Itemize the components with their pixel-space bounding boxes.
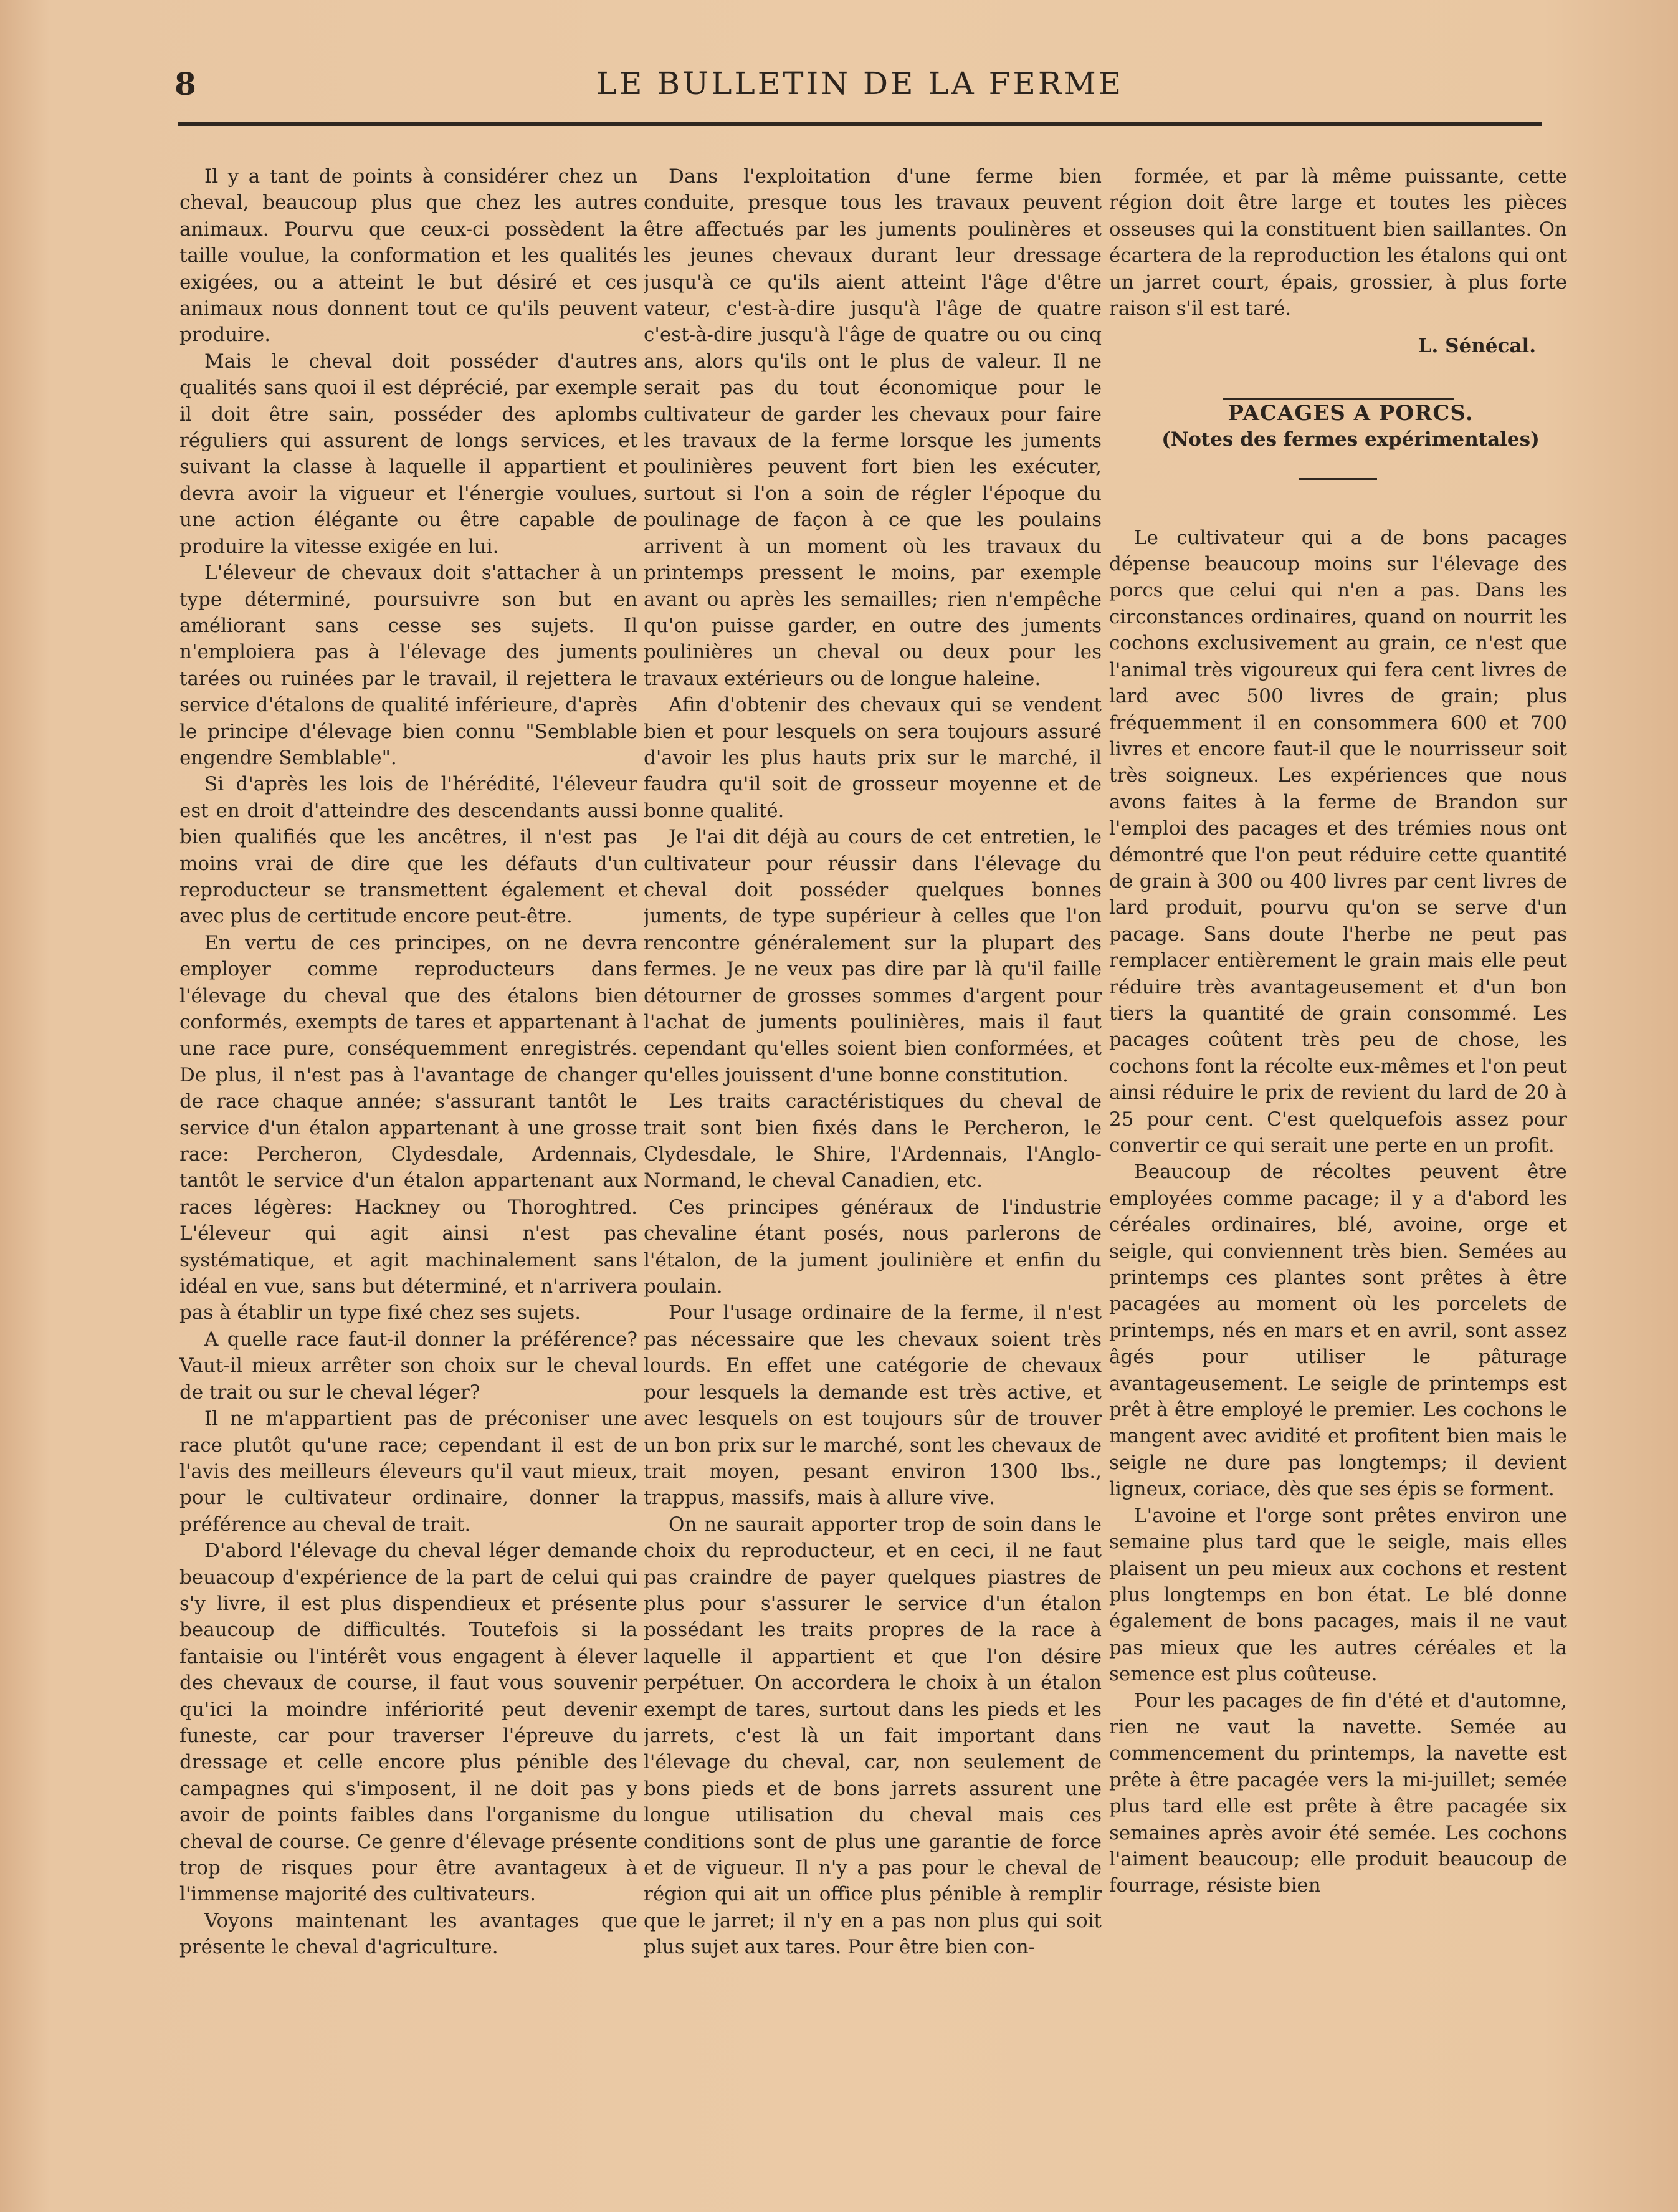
section-subtitle: (Notes des fermes expérimentales) <box>1161 428 1540 451</box>
paragraph: En vertu de ces principes, on ne devra employer comme reproducteurs dans l'élevage du cheval que des étalons bien conformés, exempts de tares et appartenant à une race pure, conséquemment enregistrés. De plus, il n'est pas à l'avantage de changer de race chaque année; s'assurant tantôt le service d'un étalon appartenant à une grosse race: Percheron, Clydesdale, Ardennais, tantôt le service d'un étalon appartenant aux races légères: Hackney ou Thoroghtred. L'éleveur qui agit ainsi n'est pas systématique, et agit machinalement sans idéal en vue, sans but déterminé, et n'arrivera pas à établir un type fixé chez ses sujets. <box>179 931 637 1324</box>
column-1 <box>179 163 637 2145</box>
page-number: 8 <box>174 65 196 102</box>
paragraph: On ne saurait apporter trop de soin dans le choix du reproducteur, et en ceci, il ne faut pas craindre de payer quelques piastres de plus pour s'assurer le service d'un étalon possédant les traits propres de la race à laquelle il appartient et que l'on désire perpétuer. On accordera le choix à un étalon exempt de tares, surtout dans les pieds et les jarrets, c'est là un fait important dans l'élevage du cheval, car, non seulement de bons pieds et de bons jarrets assurent une longue utilisation du cheval mais ces conditions sont de plus une garantie de force et de vigueur. Il n'y a pas pour le cheval de région qui ait un office plus pénible à remplir que le jarret; il n'y en a pas non plus qui soit plus sujet aux tares. Pour être bien con- <box>644 1513 1102 1959</box>
paragraph: Il ne m'appartient pas de préconiser une race plutôt qu'une race; cependant il est de l'avis des meilleurs éleveurs qu'il vaut mieux, pour le cultivateur ordinaire, donner la préférence au cheval de trait. <box>179 1407 637 1536</box>
paragraph: Le cultivateur qui a de bons pacages dépense beaucoup moins sur l'élevage des porcs que celui qui n'en a pas. Dans les circonstances ordinaires, quand on nourrit les cochons exclusivement au grain, ce n'est que l'animal très vigoureux qui fera cent livres de lard avec 500 livres de grain; plus fréquemment il en consommera 600 et 700 livres et encore faut-il que le nourrisseur soit très soigneux. Les expériences que nous avons faites à la ferme de Brandon sur l'emploi des pacages et des trémies nous ont démontré que l'on peut réduire cette quantité de grain à 300 ou 400 livres par cent livres de lard produit, pourvu qu'on se serve d'un pacage. Sans doute l'herbe ne peut pas remplacer entièrement le grain mais elle peut réduire très avantageusement et d'un bon tiers la quantité de grain consommé. Les pacages coûtent très peu de chose, les cochons font la récolte eux-mêmes et l'on peut ainsi réduire le prix de revient du lard de 20 à 25 pour cent. C'est quelquefois assez pour convertir ce qui serait une perte en un profit. <box>1109 526 1567 1157</box>
paragraph: L'éleveur de chevaux doit s'attacher à un type déterminé, poursuivre son but en améliorant sans cesse ses sujets. Il n'emploiera pas à l'élevage des juments tarées ou ruinées par le travail, il rejettera le service d'étalons de qualité inférieure, d'après le principe d'élevage bien connu "Semblable engendre Semblable". <box>179 562 637 769</box>
paragraph: Ces principes généraux de l'industrie chevaline étant posés, nous parlerons de l'étalon, de la jument joulinière et enfin du poulain. <box>644 1195 1102 1298</box>
paragraph: Les traits caractéristiques du cheval de trait sont bien fixés dans le Percheron, le Clydesdale, le Shire, l'Ardennais, l'Anglo-Normand, le cheval Canadien, etc. <box>644 1090 1102 1192</box>
paragraph: formée, et par là même puissante, cette région doit être large et toutes les pièces osseuses qui la constituent bien saillantes. On écartera de la reproduction les étalons qui ont un jarret court, épais, grossier, à plus forte raison s'il est taré. <box>1109 165 1567 320</box>
paragraph: Dans l'exploitation d'une ferme bien conduite, presque tous les travaux peuvent être affectués par les juments poulinères et les jeunes chevaux durant leur dressage jusqu'à ce qu'ils aient atteint l'âge d'être vateur, c'est-à-dire jusqu'à l'âge de quatre c'est-à-dire jusqu'à l'âge de quatre ou ou cinq ans, alors qu'ils ont le plus de valeur. Il ne serait pas du tout économique pour le cultivateur de garder les chevaux pour faire les travaux de la ferme lorsque les juments poulinières peuvent fort bien les exécuter, surtout si l'on a soin de régler l'époque du poulinage de façon à ce que les poulains arrivent à un moment où les travaux du printemps pressent le moins, par exemple avant ou après les semailles; rien n'empêche qu'on puisse garder, en outre des juments poulinières un cheval ou deux pour les travaux extérieurs ou de longue haleine. <box>644 165 1102 690</box>
paragraph: Afin d'obtenir des chevaux qui se vendent bien et pour lesquels on sera toujours assuré d'avoir les plus hauts prix sur le marché, il faudra qu'il soit de grosseur moyenne et de bonne qualité. <box>644 694 1102 822</box>
paragraph: Pour les pacages de fin d'été et d'automne, rien ne vaut la navette. Semée au commencement du printemps, la navette est prête à être pacagée vers la mi-juillet; semée plus tard elle est prête à être pacagée six semaines après avoir été semée. Les cochons l'aiment beaucoup; elle produit beaucoup de fourrage, résiste bien <box>1109 1689 1567 1897</box>
paragraph: L'avoine et l'orge sont prêtes environ une semaine plus tard que le seigle, mais elles plaisent un peu mieux aux cochons et restent plus longtemps en bon état. Le blé donne également de bons pacages, mais il ne vaut pas mieux que les autres céréales et la semence est plus coûteuse. <box>1109 1504 1567 1686</box>
paragraph: Mais le cheval doit posséder d'autres qualités sans quoi il est déprécié, par exemple il doit être sain, posséder des aplombs réguliers qui assurent de longs services, et suivant la classe à laquelle il appartient et devra avoir la vigueur et l'énergie voulues, une action élégante ou être capable de produire la vitesse exigée en lui. <box>179 350 637 558</box>
paragraph: D'abord l'élevage du cheval léger demande beuacoup d'expérience de la part de celui qui s'y livre, il est plus dispendieux et présente beaucoup de difficultés. Toutefois si la fantaisie ou l'intérêt vous engagent à élever des chevaux de course, il faut vous souvenir qu'ici la moindre infériorité peut devenir funeste, car pour traverser l'épreuve du dressage et celle encore plus pénible des campagnes qui s'imposent, il ne doit pas y avoir de points faibles dans l'organisme du cheval de course. Ce genre d'élevage présente trop de risques pour être avantageux à l'immense majorité des cultivateurs. <box>179 1539 637 1906</box>
author-signature: L. Sénécal. <box>1418 335 1536 358</box>
paragraph: A quelle race faut-il donner la préférence? Vaut-il mieux arrêter son choix sur le cheval de trait ou sur le cheval léger? <box>179 1328 637 1404</box>
paragraph: Pour l'usage ordinaire de la ferme, il n'est pas nécessaire que les chevaux soient très lourds. En effet une catégorie de chevaux pour lesquels la demande est très active, et avec lesquels on est toujours sûr de trouver un bon prix sur le marché, sont les chevaux de trait moyen, pesant environ 1300 lbs., trappus, massifs, mais à allure vive. <box>644 1301 1102 1510</box>
header <box>174 65 1545 109</box>
subtitle-divider <box>1299 478 1377 480</box>
section-title: PACAGES A PORCS. <box>1228 400 1474 426</box>
running-title: LE BULLETIN DE LA FERME <box>596 65 1124 102</box>
paragraph: Il y a tant de points à considérer chez un cheval, beaucoup plus que chez les autres animaux. Pourvu que ceux-ci possèdent la taille voulue, la conformation et les qualités exigées, ou a atteint le but désiré et ces animaux nous donnent tout ce qu'ils peuvent produire. <box>179 165 637 347</box>
column-3 <box>1109 163 1567 2145</box>
column-2 <box>644 163 1102 2145</box>
paragraph: Si d'après les lois de l'hérédité, l'éleveur est en droit d'atteindre des descendants aussi bien qualifiés que les ancêtres, il n'est pas moins vrai de dire que les défauts d'un reproducteur se transmettent également et avec plus de certitude encore peut-être. <box>179 773 637 928</box>
paragraph: Je l'ai dit déjà au cours de cet entretien, le cultivateur pour réussir dans l'élevage du cheval doit posséder quelques bonnes juments, de type supérieur à celles que l'on rencontre généralement sur la plupart des fermes. Je ne veux pas dire par là qu'il faille détourner de grosses sommes d'argent pour l'achat de juments poulinières, mais il faut cependant qu'elles soient bien conformées, et qu'elles jouissent d'une bonne constitution. <box>644 826 1102 1086</box>
paragraph: Voyons maintenant les avantages que présente le cheval d'agriculture. <box>179 1909 637 1959</box>
header-rule <box>178 122 1542 126</box>
paragraph: Beaucoup de récoltes peuvent être employées comme pacage; il y a d'abord les céréales ordinaires, blé, avoine, orge et seigle, qui conviennent très bien. Semées au printemps ces plantes sont prêtes à être pacagées au moment où les porcelets de printemps, nés en mars et en avril, sont assez âgés pour utiliser le pâturage avantageusement. Le seigle de printemps est prêt à être employé le premier. Les cochons le mangent avec avidité et profitent bien mais le seigle ne dure pas longtemps; il devient ligneux, coriace, dès que ses épis se forment. <box>1109 1161 1567 1501</box>
